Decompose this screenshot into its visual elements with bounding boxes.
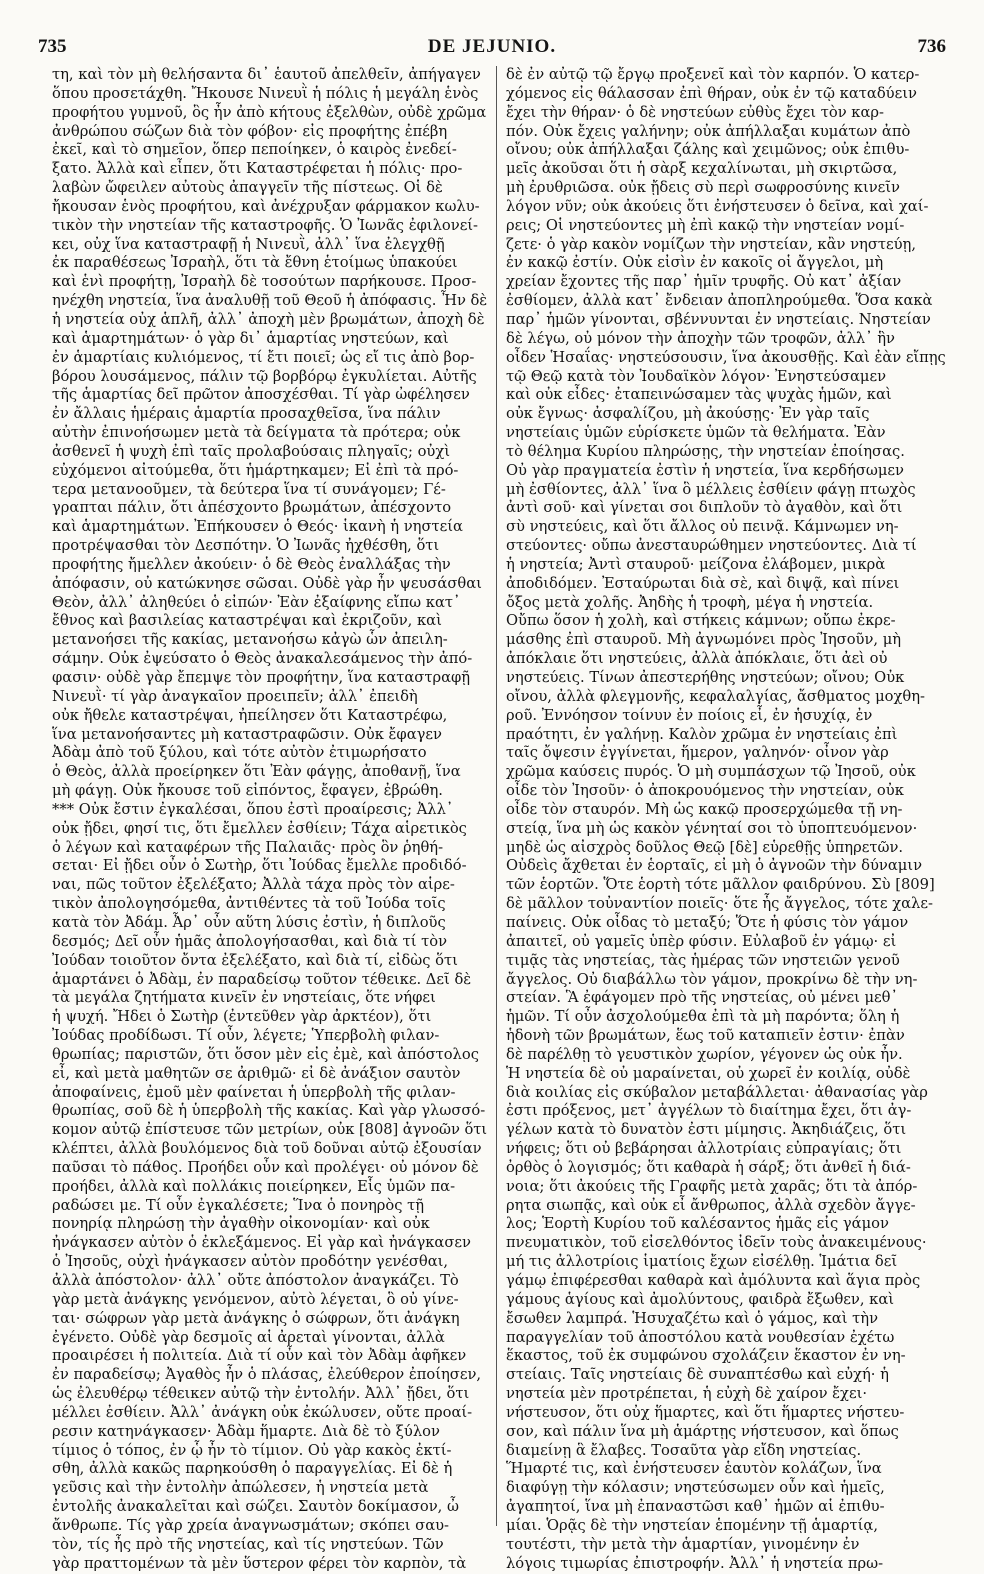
text-line: νήφεις; ὅτι οὐ βεβάρησαι ἀλλοτρίαις εὐπραγίαις; ὅτι — [506, 1140, 902, 1158]
text-line: *** Οὐκ ἔστιν ἐγκαλέσαι, ὅπου ἐστὶ προαίρεσις; Ἀλλ᾽ — [52, 800, 454, 818]
text-line: γὰρ μετὰ ἀνάγκης γενόμενον, αὐτὸ λέγεται, ὃ οὐ γίνε- — [52, 1290, 459, 1308]
text-line: ἀσθενεῖ ἡ ψυχὴ ἐπὶ ταῖς προλαβούσαις πληγαῖς; οὐχὶ — [52, 442, 451, 460]
text-line: ἀπαιτεῖ, οὐ γαμεῖς ὑπὲρ φύσιν. Εὐλαβοῦ ἐν γάμῳ· εἰ — [506, 932, 897, 950]
text-line: στείᾳ, ἵνα μὴ ὡς κακὸν γένηταί σοι τὸ ὑποπτευόμενον· — [506, 819, 918, 837]
text-line: σθη, ἀλλὰ κακῶς παρηκούσθη ὁ παραγγελίας. Εἰ δὲ ἡ — [52, 1460, 453, 1478]
text-line: σεται· Εἰ ᾔδει οὖν ὁ Σωτὴρ, ὅτι Ἰούδας ἔμελλε προδιδό- — [52, 857, 467, 875]
text-line: κατὰ τὸν Ἀδάμ. Ἆρ᾽ οὖν αὕτη λύσις ἐστὶν, ἡ διπλοῦς — [52, 913, 446, 931]
text-line: Ἥμαρτέ τις, καὶ ἐνήστευσεν ἑαυτὸν κολάζων, ἵνα — [506, 1460, 882, 1478]
text-line: κομον αὐτῷ ἐπίστευσε τῶν μετρίων, οὐκ [808] ἀγνοῶν ὅτι — [52, 1121, 488, 1139]
text-line: ἐντολῆς ἀνακαλεῖται καὶ σώζει. Σαυτὸν δοκίμασον, ὦ — [52, 1498, 459, 1516]
text-line: ἡ νηστεία; Ἀντὶ σταυροῦ· μείζονα ἐλάβομεν, μικρὰ — [506, 555, 886, 573]
text-line: θρωπίας, σοῦ δὲ ἡ ὑπερβολὴ τῆς κακίας. Καὶ γὰρ γλωσσό- — [52, 1102, 486, 1120]
text-line: τικὸν τὴν νηστείαν τῆς καταστροφῆς. Ὁ Ἰωνᾶς ἐφιλονεί- — [52, 216, 479, 234]
text-line: Ἰούδαν τοιοῦτον ὄντα ἐξελέξατο, καὶ διὰ τί, εἰδὼς ὅτι — [52, 951, 458, 969]
text-line: μίαι. Ὁρᾷς δὲ τὴν νηστείαν ἑπομένην τῇ ἁμαρτίᾳ, — [506, 1516, 879, 1534]
text-line: λος; Ἑορτὴ Κυρίου τοῦ καλέσαντος ἡμᾶς εἰς γάμον — [506, 1215, 889, 1233]
text-line: νοια; ὅτι ἀκούεις τῆς Γραφῆς μετὰ χαρᾶς; ὅτι τὰ ἀπόρ- — [506, 1177, 918, 1195]
text-line: λόγοις τιμωρίας ἐπιστροφήν. Ἀλλ᾽ ἡ νηστεία πρω- — [506, 1554, 884, 1572]
text-line: οἶδεν Ἡσαΐας· νηστεύσουσιν, ἵνα ἀκουσθῇς. Καὶ ἐὰν εἴπῃς — [506, 348, 946, 366]
text-line: διαμείνῃ ἃ ἔλαβες. Τοσαῦτα γὰρ εἴδη νηστείας. — [506, 1441, 862, 1459]
text-line: δὲ λέγω, οὐ μόνον τὴν ἀποχὴν τῶν τροφῶν, ἀλλ᾽ ἣν — [506, 329, 895, 347]
text-line: αὐτὴν ἐπινοήσωμεν μετὰ τὰ δείγματα τὰ πρότερα; οὐκ — [52, 424, 461, 442]
text-line: ἐσθίομεν, ἀλλὰ κατ᾽ ἔνδειαν ἀποπληρούμεθα. Ὅσα κακὰ — [506, 292, 933, 310]
text-line: προφήτης ἤμελλεν ἀκούειν· ὁ δὲ Θεὸς ἐναλλάξας τὴν — [52, 555, 451, 573]
text-line: προήδει, ἀλλὰ καὶ πολλάκις ποιείρηκεν, Εἷς ὑμῶν πα- — [52, 1177, 456, 1195]
page-number-right: 736 — [917, 36, 946, 57]
text-line: ἔσωθεν λαμπρά. Ἡσυχαζέτω καὶ ὁ γάμος, καὶ τὴν — [506, 1309, 878, 1327]
text-line: δὲ παρέλθῃ τὸ γευστικὸν χωρίον, γέγονεν ὡς οὐκ ἦν. — [506, 1045, 903, 1063]
left-column — [52, 66, 488, 1572]
text-line: ἡ ψυχή. Ἤδει ὁ Σωτὴρ (ἐντεῦθεν γὰρ ἀρκτέον), ὅτι — [52, 1008, 432, 1026]
text-line: ἤκουσαν ἑνὸς προφήτου, καὶ ἀνέχρυξαν φάρμακον κωλυ- — [52, 197, 480, 215]
column-divider — [496, 66, 497, 1526]
text-line: ρεις; Οἱ νηστεύοντες μὴ ἐπὶ κακῷ τὴν νηστείαν νομί- — [506, 216, 905, 234]
text-line: τὸν, τίς ἦς πρὸ τῆς νηστείας, καὶ τίς νηστεύων. Τῶν — [52, 1535, 444, 1553]
text-line: χόμενος εἰς θάλασσαν ἐπὶ θήραν, οὐκ ἐν τῷ καταδύειν — [506, 84, 917, 102]
text-line: δεσμός; Δεῖ οὖν ἡμᾶς ἀπολογήσασθαι, καὶ διὰ τί τὸν — [52, 932, 448, 950]
text-line: γραπται πάλιν, ὅτι ἀπέσχοντο βρωμάτων, ἀπέσχοντο — [52, 499, 452, 517]
text-line: τὸ θέλημα Κυρίου πληρώσῃς, τὴν νηστείαν ἐποίησας. — [506, 442, 905, 460]
text-line: οἴνου; οὐκ ἀπήλλαξαι ζάλης καὶ χειμῶνος; οὐκ ἐπιθυ- — [506, 141, 910, 159]
text-line: χρῶμα καύσεις πυρός. Ὁ μὴ συμπάσχων τῷ Ἰησοῦ, οὐκ — [506, 763, 916, 781]
text-line: ἐν ἄλλαις ἡμέραις ἁμαρτία προσαχθεῖσα, ἵνα πάλιν — [52, 405, 441, 423]
text-line: στείαν. Ἃ ἐφάγομεν πρὸ τῆς νηστείας, οὐ μένει μεθ᾽ — [506, 989, 898, 1007]
text-line: τιμᾷς τὰς νηστείας, τὰς ἡμέρας τῶν νηστειῶν γενοῦ — [506, 951, 900, 969]
text-line: προφήτου γυμνοῦ, ὃς ἦν ἀπὸ κήτους ἐξελθὼν, οὐδὲ χρῶμα — [52, 103, 487, 121]
text-line: ἄγγελος. Οὐ διαβάλλω τὸν γάμον, προκρίνω δὲ τὴν νη- — [506, 970, 918, 988]
text-line: παρ᾽ ἡμῶν γίνονται, σβέννυνται ἐν νηστείαις. Νηστείαν — [506, 310, 931, 328]
text-line: ἐν κακῷ ἐστίν. Οὐκ εἰσὶν ἐν κακοῖς οἱ ἄγγελοι, μὴ — [506, 254, 884, 272]
text-line: νήστευσον, ὅτι οὐχ ἥμαρτες, καὶ ὅτι ἥμαρτες νήστευ- — [506, 1403, 905, 1421]
text-line: γάμῳ ἐπιφέρεσθαι καθαρὰ καὶ ἀμόλυντα καὶ ἅγια πρὸς — [506, 1272, 921, 1289]
text-line: πόν. Οὐκ ἔχεις γαλήνην; οὐκ ἀπήλλαξαι κυμάτων ἀπὸ — [506, 122, 911, 140]
text-line: ται· σώφρων γὰρ μετὰ ἀνάγκης ὁ σώφρων, ὅτι ἀνάγκη — [52, 1309, 460, 1327]
text-line: ἕκαστος, τοῦ ἐκ συμφώνου σχολάζειν ἕκαστον ἐν νη- — [506, 1347, 906, 1365]
text-line: οἶδε τὸν Ἰησοῦν· ὁ ἀποκρουόμενος τὴν νηστείαν, οὐκ — [506, 782, 904, 800]
text-line: στείαις. Ταῖς νηστείαις δὲ συναπτέσθω καὶ εὐχή· ἡ — [506, 1366, 889, 1384]
text-line: ρητα σιωπᾷς, καὶ οὐκ εἶ ἄνθρωπος, ἀλλὰ σχεδὸν ἄγγε- — [506, 1196, 916, 1214]
text-line: βόρου λουσάμενος, πάλιν τῷ βορβόρῳ ἐγκυλίεται. Αὐτῆς — [52, 367, 477, 385]
text-line: πνευματικὸν, τοῦ εἰσελθόντος ἰδεῖν τοὺς ἀνακειμένους· — [506, 1234, 927, 1252]
text-line: Οὐδεὶς ἄχθεται ἐν ἑορταῖς, εἰ μὴ ὁ ἀγνοῶν τὴν δύναμιν — [506, 857, 922, 875]
text-line: γέλων κατὰ τὸ δυνατὸν ἐστι μίμησις. Ἀκηδιάζεις, ὅτι — [506, 1121, 907, 1139]
text-line: κλέπτει, ἀλλὰ βουλόμενος διὰ τοῦ δοῦναι αὐτῷ ἐξουσίαν — [52, 1140, 482, 1158]
text-line: διαφύγῃ τὴν κόλασιν; νηστεύσωμεν οὖν καὶ ἡμεῖς, — [506, 1479, 885, 1497]
text-line: ἐν ἁμαρτίαις κυλιόμενος, τί ἔτι ποιεῖ; ὡς εἴ τις ἀπὸ βορ- — [52, 348, 475, 366]
text-line: στεύοντες· οὔπω ἀνεσταυρώθημεν νηστεύοντες. Διὰ τί — [506, 537, 917, 555]
text-line: γὰρ πραττομένων τὰ μὲν ὕστερον φέρει τὸν καρπὸν, τὰ — [52, 1554, 467, 1572]
text-line: ἀνθρώπου σώζων διὰ τὸν φόβον· εἰς προφήτης ἐπέβη — [52, 122, 448, 140]
text-line: ἐστι πρόξενος, μετ᾽ ἀγγέλων τὸ διαίτημα ἔχει, ὅτι ἀγ- — [506, 1102, 912, 1120]
text-line: ναι, πῶς τοῦτον ἐξελέξατο; Ἀλλὰ τάχα πρὸς τὸν αἱρε- — [52, 876, 455, 894]
text-line: Ἀδὰμ ἀπὸ τοῦ ξύλου, καὶ τότε αὐτὸν ἐτιμωρήσατο — [52, 744, 427, 762]
text-line: ἀγαπητοί, ἵνα μὴ ἐπαναστῶσι καθ᾽ ἡμῶν αἱ ἐπιθυ- — [506, 1498, 885, 1516]
text-line: παραγγελίαν τοῦ ἀποστόλου κατὰ νουθεσίαν ἐχέτω — [506, 1328, 895, 1346]
text-line: Οὔπω ὅσον ἡ χολὴ, καὶ στήκεις κάμνων; οὔπω ἐκρε- — [506, 612, 896, 630]
text-line: ξατο. Ἀλλὰ καὶ εἶπεν, ὅτι Καταστρέφεται ἡ πόλις· προ- — [52, 160, 463, 178]
text-line: ἀπόκλαιε ὅτι νηστεύεις, ἀλλὰ ἀπόκλαιε, ὅτι ἀεὶ οὐ — [506, 650, 888, 668]
text-line: μὴ ἐρυθριῶσα. οὐκ ᾔδεις σὺ περὶ σωφροσύνης κινεῖν — [506, 179, 900, 197]
text-line: νηστεύεις. Τίνων ἀπεστερήθης νηστεύων; οἴνου; Οὐκ — [506, 669, 905, 686]
text-line: ροῦ. Ἐννόησον τοίνυν ἐν ποίοις εἶ, ἐν ἡσυχίᾳ, ἐν — [506, 706, 873, 724]
text-line: ἀποδιδόμεν. Ἐσταύρωται διὰ σὲ, καὶ διψᾷ, καὶ πίνει — [506, 574, 900, 592]
text-line: ἀπόφασιν, οὐ κατώκνησε σῶσαι. Οὐδὲ γὰρ ἦν ψευσάσθαι — [52, 574, 482, 592]
text-line: ἔθνος καὶ βασιλείας καταστρέψαι καὶ ἐκριζοῦν, καὶ — [52, 612, 442, 630]
text-line: ἐν παραδείσῳ; Ἀγαθὸς ἦν ὁ πλάσας, ἐλεύθερον ἐποίησεν, — [52, 1366, 482, 1384]
text-line: τῶν ἑορτῶν. Ὅτε ἑορτὴ τότε μᾶλλον φαιδρύνου. Σὺ [809] — [506, 876, 935, 894]
text-line: μέλλει ἐσθίειν. Ἀλλ᾽ ἀνάγκη οὐκ ἐκώλυσεν, οὔτε προαί- — [52, 1403, 473, 1421]
text-line: μάσθης ἐπὶ σταυροῦ. Μὴ ἀγνωμόνει πρὸς Ἰησοῦν, μὴ — [506, 631, 902, 649]
text-line: λόγον νῦν; οὐκ ἀκούεις ὅτι ἐνήστευσεν ὁ δεῖνα, καὶ χαί- — [506, 197, 929, 215]
text-line: δὲ ἐν αὐτῷ τῷ ἔργῳ προξενεῖ καὶ τὸν καρπόν. Ὁ κατερ- — [506, 66, 920, 83]
text-line: ρεσιν κατηνάγκασεν· Ἀδὰμ ἥμαρτε. Διὰ δὲ τὸ ξύλον — [52, 1422, 440, 1440]
text-line: ὡς ἐλευθέρῳ τέθεικεν αὐτῷ τὴν ἐντολήν. Ἀλλ᾽ ᾔδει, ὅτι — [52, 1385, 470, 1403]
text-line: ηνέχθη νηστεία, ἵνα ἀναλυθῇ τοῦ Θεοῦ ἡ ἀπόφασις. Ἦν δὲ — [52, 292, 488, 310]
text-line: ὁ λέγων καὶ καταφέρων τῆς Παλαιᾶς· πρὸς ὃν ῥηθή- — [52, 838, 444, 856]
right-column — [506, 66, 946, 1572]
text-line: ἐγένετο. Οὐδὲ γὰρ δεσμοῖς αἱ ἀρεταὶ γίνονται, ἀλλὰ — [52, 1328, 445, 1346]
text-line: ἐκεῖ, καὶ τὸ σημεῖον, ὅπερ πεποίηκεν, ὁ καιρὸς ἐνεδεί- — [52, 141, 457, 159]
text-line: μὴ φάγῃ. Οὐκ ἤκουσε τοῦ εἰπόντος, ἔφαγεν, ἐβρώθη. — [52, 782, 443, 800]
text-line: σον, καὶ πάλιν ἵνα μὴ ἁμάρτῃς νήστευσον, καὶ ὅπως — [506, 1422, 899, 1440]
text-line: ἀντὶ σοῦ· καὶ γίνεται σοι διπλοῦν τὸ ἀγαθὸν, καὶ ὅτι — [506, 499, 903, 517]
text-line: θρωπίας; παριστῶν, ὅτι ὅσον μὲν εἰς ἐμὲ, καὶ ἀπόστολος — [52, 1045, 479, 1063]
text-line: κει, οὐχ ἵνα καταστραφῇ ἡ Νινευῒ, ἀλλ᾽ ἵνα ἐλεγχθῇ — [52, 235, 445, 253]
text-line: τερα μετανοοῦμεν, τὰ δεύτερα ἵνα τί συνάγομεν; Γέ- — [52, 480, 446, 498]
text-line: μή τις ἀλλοτρίοις ἱματίοις ἔχων εἰσέλθῃ. Ἱμάτια δεῖ — [506, 1253, 898, 1271]
text-line: ἡ νηστεία οὐχ ἁπλῆ, ἀλλ᾽ ἀποχὴ μὲν βρωμάτων, ἀποχὴ δὲ — [52, 310, 485, 328]
text-line: σάμην. Οὐκ ἐψεύσατο ὁ Θεὸς ἀνακαλεσάμενος τὴν ἀπό- — [52, 650, 473, 668]
text-line: οὐκ ἤθελε καταστρέψαι, ἠπείλησεν ὅτι Καταστρέφω, — [52, 706, 448, 724]
text-line: τικὸν ἀπολογησόμεθα, ἀντιθέντες τὰ τοῦ Ἰούδα τοῖς — [52, 895, 446, 913]
text-line: ἔχει τὴν θήραν· ὁ δὲ νηστεύων εὐθὺς ἔχει τὸν καρ- — [506, 103, 884, 121]
text-line: φασιν· οὐδὲ γὰρ ἔπεμψε τὸν προφήτην, ἵνα καταστραφῇ — [52, 669, 471, 686]
text-line: ὅπου προσετάχθη. Ἤκουσε Νινευῒ ἡ πόλις ἡ μεγάλη ἑνὸς — [52, 84, 479, 102]
page-number-left: 735 — [38, 36, 67, 57]
text-line: ἠνάγκασεν αὐτὸν ὁ ἐκλεξάμενος. Εἰ γὰρ καὶ ἠνάγκασεν — [52, 1234, 471, 1252]
text-line: διὰ κοιλίας εἰς σκύβαλον μεταβάλλεται· ἀθανασίας γὰρ — [506, 1083, 928, 1101]
text-line: οὐκ ᾔδει, φησί τις, ὅτι ἔμελλεν ἐσθίειν; Τάχα αἱρετικὸς — [52, 819, 467, 837]
text-line: τῷ Θεῷ κατὰ τὸν Ἰουδαϊκὸν λόγον· Ἐνηστεύσαμεν — [506, 367, 887, 385]
text-line: Ἰούδας προδίδωσι. Τί οὖν, λέγετε; Ὑπερβολὴ φιλαν- — [52, 1027, 440, 1045]
text-line: πονηρίᾳ πληρώσῃ τὴν ἀγαθὴν οἰκονομίαν· καὶ οὐκ — [52, 1215, 430, 1233]
text-line: λαβὼν ὤφειλεν αὐτοὺς ἀπαγγεῖν τῆς πίστεως. Οἱ δὲ — [52, 179, 443, 197]
text-line: καὶ ἁμαρτημάτων· ὁ γὰρ δι᾽ ἁμαρτίας νηστεύων, καὶ — [52, 329, 449, 347]
text-line: ἄνθρωπε. Τίς γὰρ χρεία ἀναγνωσμάτων; σκόπει σαυ- — [52, 1516, 449, 1534]
text-line: ἁμαρτάνει ὁ Ἀδὰμ, ἐν παραδείσῳ τοῦτον τέθεικε. Δεῖ δὲ — [52, 970, 472, 988]
text-line: ραδώσει με. Τί οὖν ἐγκαλέσετε; Ἵνα ὁ πονηρὸς τῇ — [52, 1196, 425, 1214]
text-line: προτρέψασθαι τὸν Δεσπότην. Ὁ Ἰωνᾶς ἠχθέσθη, ὅτι — [52, 537, 440, 555]
text-line: ὁ Ἰησοῦς, οὐχὶ ἠνάγκασεν αὐτὸν προδότην γενέσθαι, — [52, 1253, 449, 1271]
text-line: Ἡ νηστεία δὲ οὐ μαραίνεται, οὐ χωρεῖ ἐν κοιλίᾳ, οὐδὲ — [506, 1064, 911, 1082]
text-line: ὄξος μετὰ χολῆς. Ἀηδὴς ἡ τροφὴ, μέγα ἡ νηστεία. — [506, 593, 874, 611]
text-line: ἐκ παραθέσεως Ἰσραὴλ, ὅτι τὰ ἔθνη ἑτοίμως ὑπακούει — [52, 254, 458, 272]
text-line: ὁ Θεὸς, ἀλλὰ προείρηκεν ὅτι Ἐὰν φάγῃς, ἀποθανῇ, ἵνα — [52, 763, 461, 781]
text-line: πραότητι, ἐν γαλήνῃ. Καλὸν χρῶμα ἐν νηστείαις ἐπὶ — [506, 725, 898, 743]
text-line: οἶδε τὸν σταυρόν. Μὴ ὡς κακῷ προσερχώμεθα τῇ νη- — [506, 800, 903, 818]
text-line: τῆς ἁμαρτίας δεῖ πρῶτον ἀποσχέσθαι. Τί γὰρ ὠφέλησεν — [52, 386, 470, 404]
text-line: εἶ, καὶ μετὰ μαθητῶν σε ἀριθμῶ· εἰ δὲ ἀνάξιον σαυτὸν — [52, 1064, 461, 1082]
text-line: μετανοήσει τῆς κακίας, μετανοήσω κἀγὼ ὧν ἀπειλη- — [52, 631, 448, 649]
text-line: παίνεις. Οὐκ οἶδας τὸ μεταξύ; Ὅτε ἡ φύσις τὸν γάμον — [506, 913, 909, 931]
text-line: ὀρθὸς ὁ λογισμός; ὅτι καθαρὰ ἡ σάρξ; ὅτι ἀνθεῖ ἡ διά- — [506, 1158, 911, 1176]
text-line: ταῖς ὄψεσιν ἐγγίνεται, ἥμερον, γαληνόν· οἶνον γὰρ — [506, 744, 889, 762]
text-line: δὲ μᾶλλον τοὐναντίον ποιεῖς· ὅτε ἧς ἄγγελος, τότε χαλε- — [506, 895, 933, 913]
text-line: ἵνα μετανοήσαντες μὴ καταστραφῶσιν. Οὐκ ἔφαγεν — [52, 725, 442, 743]
text-line: τουτέστι, τὴν μετὰ τὴν ἁμαρτίαν, γινομένην ἐν — [506, 1535, 860, 1553]
text-line: νηστεία μὲν προτρέπεται, ἡ εὐχὴ δὲ χαίρον ἔχει· — [506, 1385, 867, 1403]
text-line: προαιρέσει ἡ πολιτεία. Διὰ τί οὖν καὶ τὸν Ἀδὰμ ἀφῆκεν — [52, 1347, 467, 1365]
text-line: Θεὸν, ἀλλ᾽ ἀληθεύει ὁ εἰπών· Ἐὰν ἐξαίφνης εἴπω κατ᾽ — [52, 593, 461, 611]
text-line: καὶ ἑνὶ προφήτῃ, Ἰσραὴλ δὲ τοσούτων παρήκουσε. Προσ- — [52, 273, 477, 291]
text-line: καὶ ἁμαρτημάτων. Ἐπήκουσεν ὁ Θεός· ἱκανὴ ἡ νηστεία — [52, 518, 463, 536]
text-line: τίμιος ὁ τόπος, ἐν ᾧ ἦν τὸ τίμιον. Οὐ γὰρ κακὸς ἐκτί- — [52, 1441, 452, 1459]
text-line: καὶ οὐκ εἶδες· ἐταπεινώσαμεν τὰς ψυχὰς ἡμῶν, καὶ — [506, 386, 892, 404]
text-line: παῦσαι τὸ πάθος. Προήδει οὖν καὶ προλέγει· οὐ μόνον δὲ — [52, 1158, 479, 1176]
text-line: ἡδονὴ τῶν βρωμάτων, ἕως τοῦ καταπιεῖν ἐστιν· ἐπὰν — [506, 1027, 905, 1045]
text-line: νηστείαις ὑμῶν εὑρίσκετε ὑμῶν τὰ θελήματα. Ἐὰν — [506, 424, 886, 442]
text-line: οὐκ ἔγνως· ἀσφαλίζου, μὴ ἀκούσῃς· Ἐν γὰρ ταῖς — [506, 405, 870, 423]
text-line: οἴνου, ἀλλὰ φλεγμονῆς, κεφαλαλγίας, ἄσθματος μοχθη- — [506, 687, 925, 705]
text-line: Οὐ γὰρ πραγματεία ἐστὶν ἡ νηστεία, ἵνα κερδήσωμεν — [506, 461, 904, 479]
text-line: ἀλλὰ ἀπόστολον· ἀλλ᾽ οὔτε ἀπόστολον ἀναγκάζει. Τὸ — [52, 1272, 459, 1289]
running-title: DE JEJUNIO. — [427, 36, 557, 57]
text-line: χρείαν ἔχοντες τῆς παρ᾽ ἡμῖν τρυφῆς. Οὐ κατ᾽ ἀξίαν — [506, 273, 902, 291]
running-header — [38, 36, 946, 60]
text-line: Νινευῒ· τί γὰρ ἀναγκαῖον προειπεῖν; ἀλλ᾽ ἐπειδὴ — [52, 687, 418, 705]
text-line: μεῖς ἀκοῦσαι ὅτι ἡ σὰρξ κεχαλίνωται, μὴ σκιρτῶσα, — [506, 160, 898, 178]
text-line: γεῦσις καὶ τὴν ἐντολὴν ἀπώλεσεν, ἡ νηστεία μετὰ — [52, 1479, 429, 1497]
text-line: τὰ μεγάλα ζητήματα κινεῖν ἐν νηστείαις, ὅτε νήφει — [52, 989, 436, 1007]
text-line: εὐχόμενοι αἰτούμεθα, ὅτι ἡμάρτηκαμεν; Εἰ ἐπὶ τὰ πρό- — [52, 461, 459, 479]
text-line: μὴ ἐσθίοντες, ἀλλ᾽ ἵνα ὃ μέλλεις ἐσθίειν φάγῃ πτωχὸς — [506, 480, 916, 498]
text-line: ἡμῶν. Τί οὖν ἀσχολούμεθα ἐπὶ τὰ μὴ παρόντα; ὅλη ἡ — [506, 1008, 900, 1026]
text-line: ἀποφαίνεις, ἐμοῦ μὲν φαίνεται ἡ ὑπερβολὴ τῆς φιλαν- — [52, 1083, 456, 1101]
text-line: τη, καὶ τὸν μὴ θελήσαντα δι᾽ ἑαυτοῦ ἀπελθεῖν, ἀπήγαγεν — [52, 66, 481, 83]
text-line: γάμους ἁγίους καὶ ἀμολύντους, φαιδρὰ ἔξωθεν, καὶ — [506, 1290, 895, 1308]
text-line: σὺ νηστεύεις, καὶ ὅτι ἄλλος οὐ πεινᾷ. Κάμνωμεν νη- — [506, 518, 899, 536]
text-line: μηδὲ ὡς αἰσχρὸς δοῦλος Θεῷ [δὲ] εὑρεθῇς ὑπηρετῶν. — [506, 838, 904, 856]
text-line: ζετε· ὁ γὰρ κακὸν νομίζων τὴν νηστείαν, κἂν νηστεύῃ, — [506, 235, 917, 253]
